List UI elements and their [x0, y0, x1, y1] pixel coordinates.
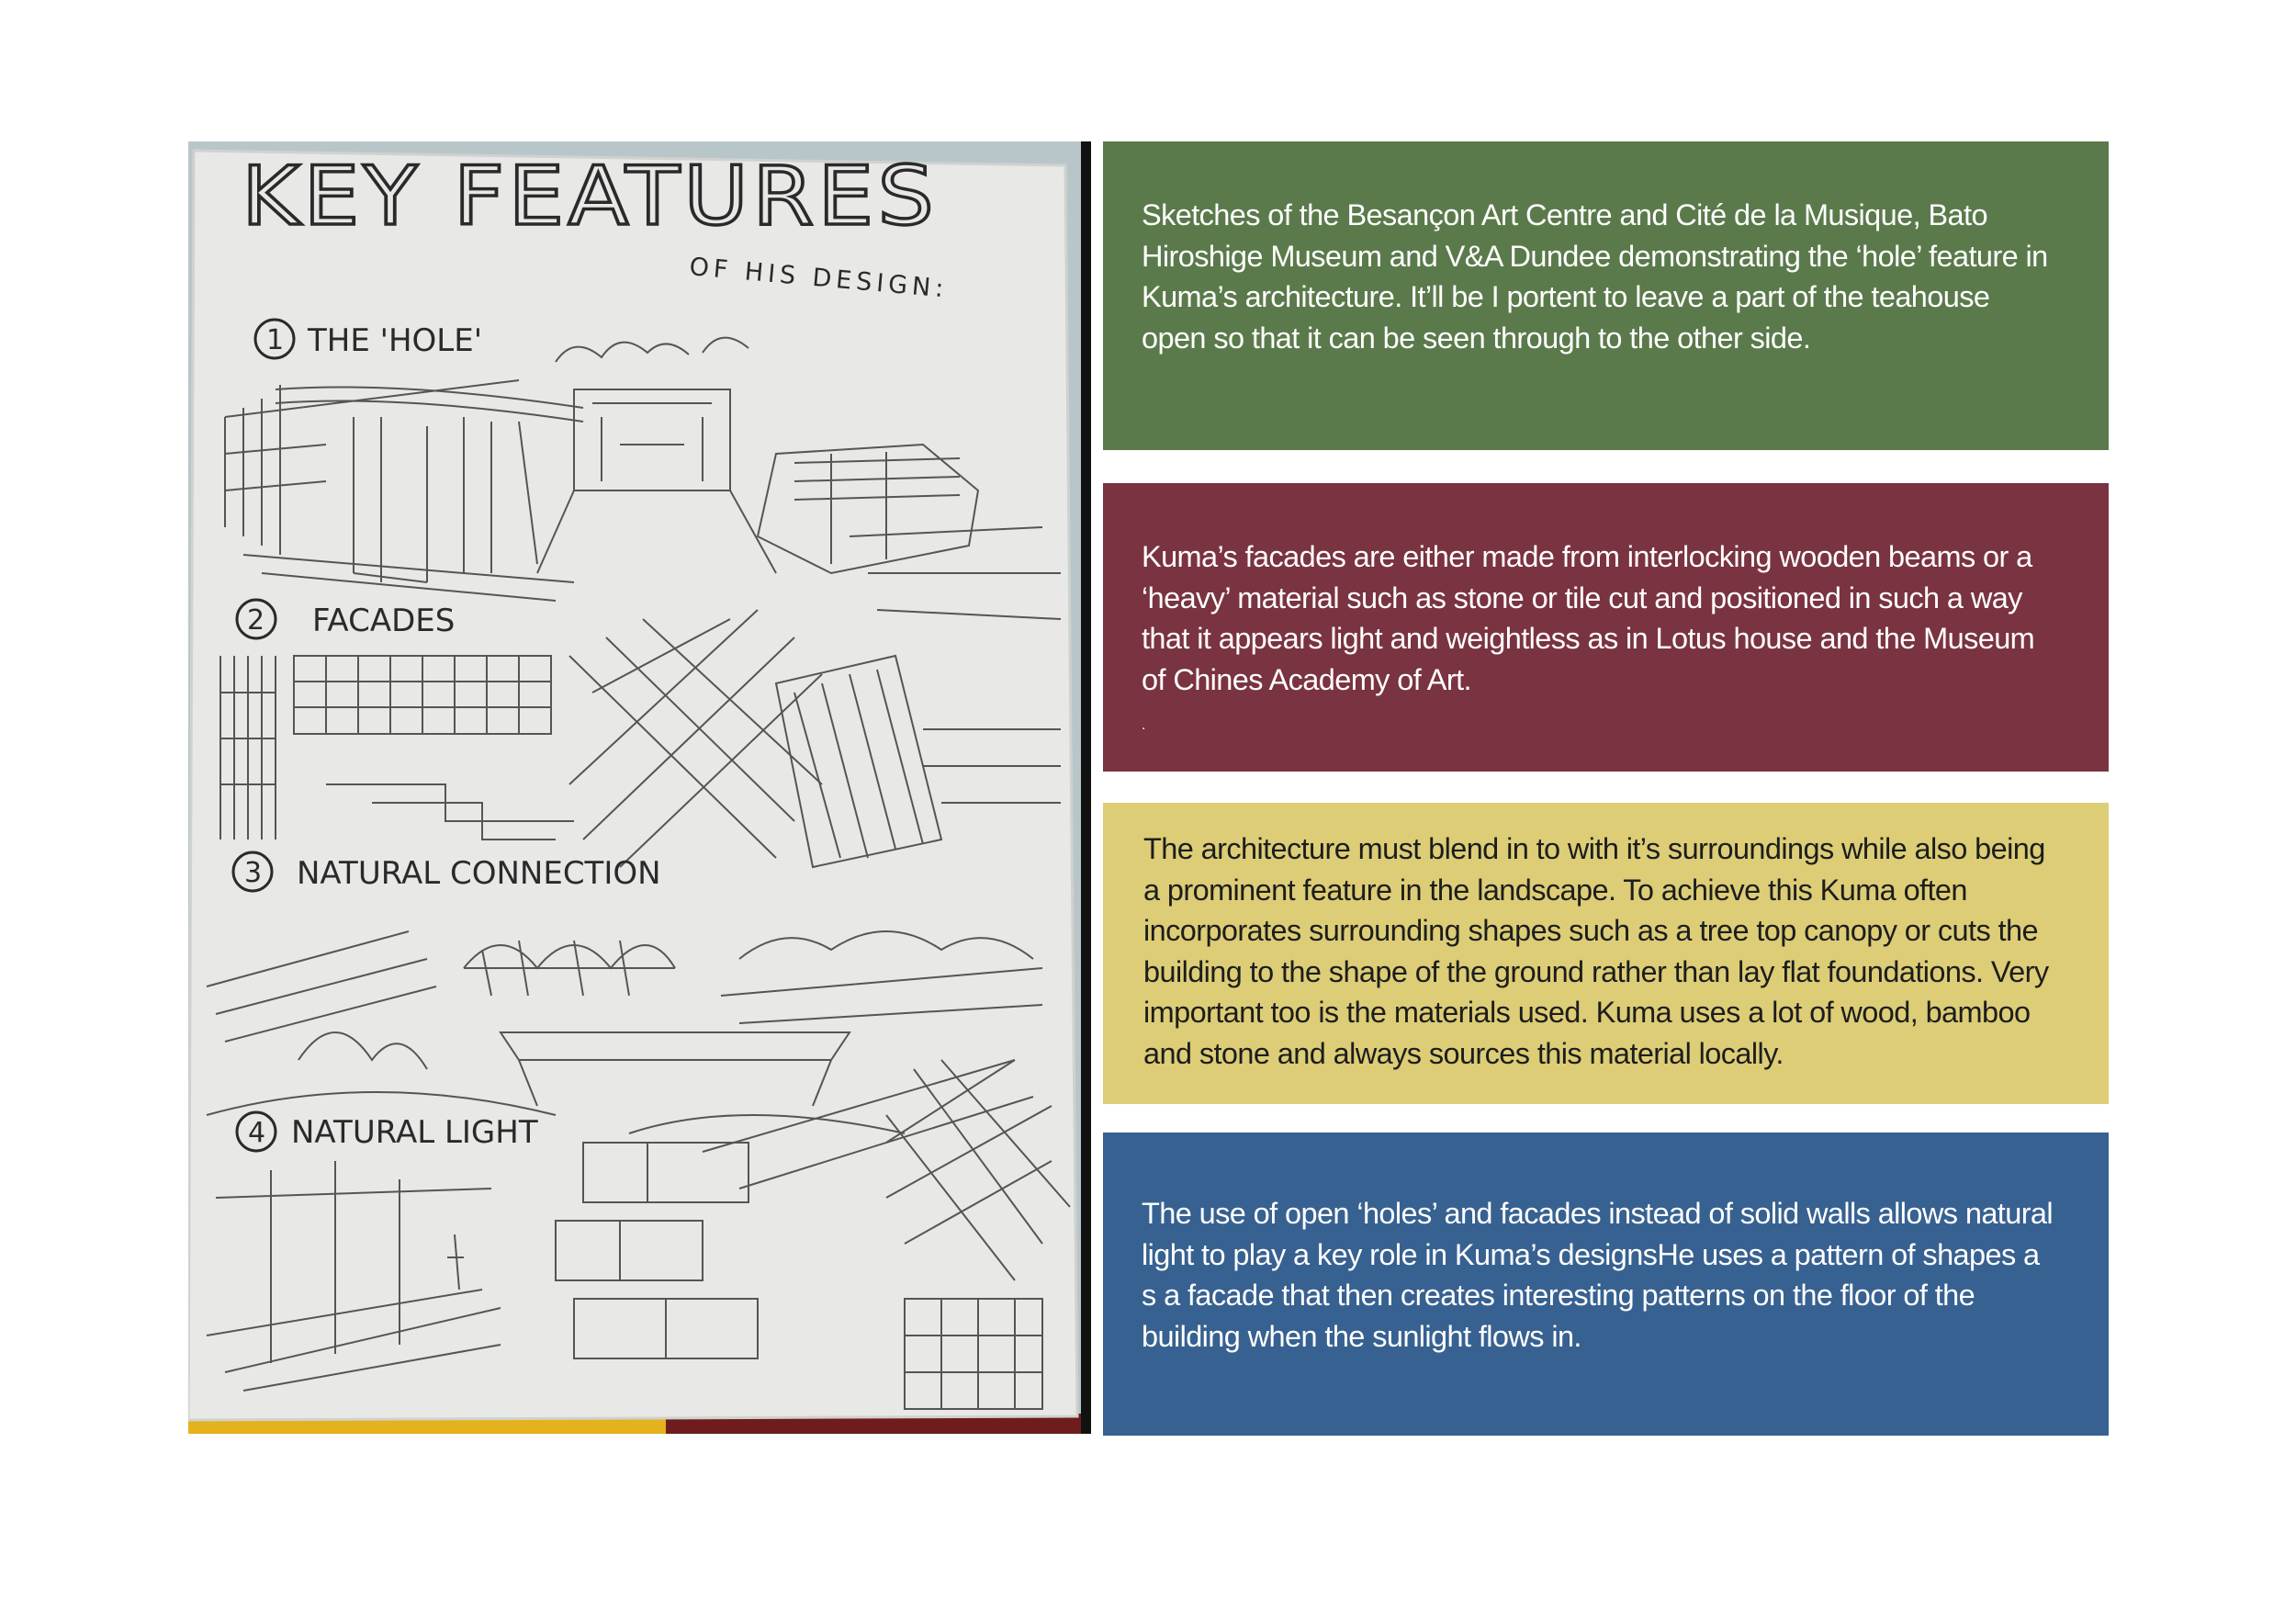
- section-number: 2: [247, 604, 265, 637]
- sketch-drawing: [188, 141, 1091, 1434]
- section-number: 3: [244, 857, 263, 889]
- section-label: NATURAL CONNECTION: [297, 855, 661, 892]
- panel-text: The use of open ‘holes’ and facades instead of solid walls allows natural light to play a key role in Kuma’s designsHe uses a pattern of shapes a s a facade that then creates interesting patterns on the floor of the building when the sunlight flows in.: [1142, 1197, 2054, 1353]
- panel-text: Sketches of the Besançon Art Centre and Cité de la Musique, Bato Hiroshige Museum and V&A Dundee demonstrating the ‘hole’ feature in Kuma’s architecture. It’ll be I portent to leave a part of the teahouse open so that it can be seen through to the other side.: [1142, 198, 2048, 355]
- section-number: 4: [248, 1117, 266, 1149]
- panel-text: The architecture must blend in to with it’s surroundings while also being a prominent feature in the landscape. To achieve this Kuma often incorporates surrounding shapes such as a tree top canopy or cuts the building to the shape of the ground rather than lay flat foundations. Very important too is the materials used. Kuma uses a lot of wood, bamboo and stone and always sources this material locally.: [1143, 832, 2049, 1070]
- section-label: FACADES: [312, 603, 456, 639]
- panel-natural-connection: [1103, 803, 2109, 1104]
- sketch-subtitle: OF HIS DESIGN:: [688, 253, 950, 304]
- sketchbook-photo: [188, 141, 1091, 1434]
- panel-facades: [1103, 483, 2109, 772]
- section-label: THE 'HOLE': [308, 322, 483, 359]
- panel-hole-feature: [1103, 141, 2109, 450]
- panel-text: Kuma’s facades are either made from interlocking wooden beams or a ‘heavy’ material such as stone or tile cut and positioned in such a way that it appears light and weightless as in Lotus house and the Museum of Chines Academy of Art.: [1142, 540, 2035, 696]
- section-label: NATURAL LIGHT: [291, 1114, 538, 1151]
- stray-mark: .: [1142, 717, 1145, 733]
- sketch-title: KEY FEATURES: [242, 149, 938, 243]
- panel-natural-light: [1103, 1133, 2109, 1436]
- section-number: 1: [266, 324, 285, 356]
